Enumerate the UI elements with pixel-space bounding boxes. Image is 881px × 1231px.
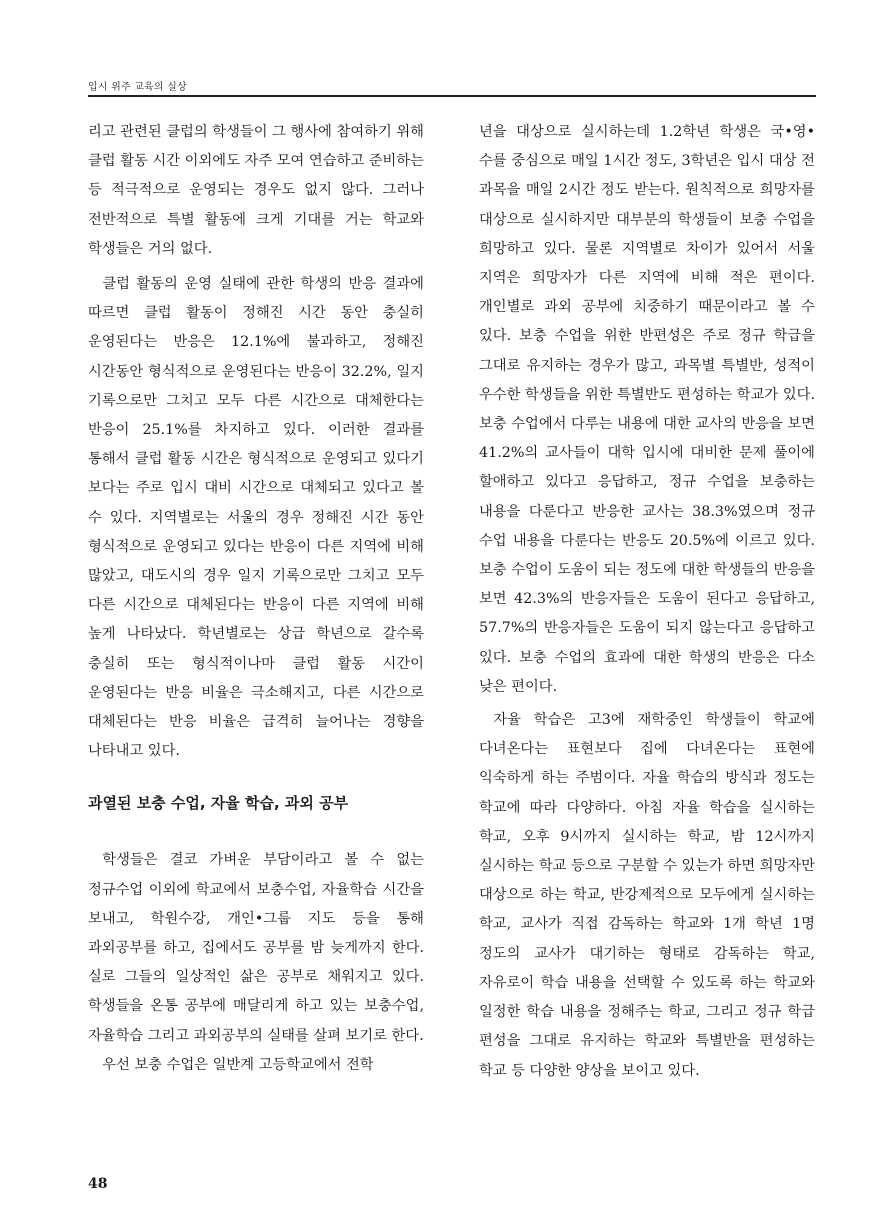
paragraph: 자율 학습은 고3에 재학중인 학생들이 학교에 다녀온다는 표현보다 집에 다녀온다는 표현에 익숙하게 하는 주범이다. 자율 학습의 방식과 정도는 학교에 따라 다양하다. 아침 자율 학습을 실시하는 학교, 오후 9시까지 실시하는 학교, 밤 12시까지 실시하는 학교 등으로 구분할 수 있는가 하면 희망자만 대상으로 하는 학교, 반강제적으로 모두에게 실시하는 학교, 교사가 직접 감독하는 학교와 1개 학년 1명 정도의 교사가 대기하는 형태로 감독하는 학교, 자유로이 학습 내용을 선택할 수 있도록 하는 학교와 일정한 학습 내용을 정해주는 학교, 그리고 정규 학급 편성을 그대로 유지하는 학교와 특별반을 편성하는 학교 등 다양한 양상을 보이고 있다. bbox=[479, 712, 815, 1079]
right-column bbox=[479, 118, 815, 1086]
running-header: 입시 위주 교육의 실상 bbox=[88, 82, 187, 93]
paragraph: 년을 대상으로 실시하는데 1.2학년 학생은 국•영•수를 중심으로 매일 1시간 정도, 3학년은 입시 대상 전 과목을 매일 2시간 정도 받는다. 원칙적으로 희망자를 대상으로 실시하지만 대부분의 학생들이 보충 수업을 희망하고 있다. 물론 지역별로 차이가 있어서 서울 지역은 희망자가 다른 지역에 비해 적은 편이다. 개인별로 과외 공부에 치중하기 때문이라고 볼 수 있다. 보충 수업을 위한 반편성은 주로 정규 학급을 그대로 유지하는 경우가 많고, 과목별 특별반, 성적이 우수한 학생들을 위한 특별반도 편성하는 학교가 있다. 보충 수업에서 다루는 내용에 대한 교사의 반응을 보면 41.2%의 교사들이 대학 입시에 대비한 문제 풀이에 할애하고 있다고 응답하고, 정규 수업을 보충하는 내용을 다룬다고 반응한 교사는 38.3%였으며 정규 수업 내용을 다룬다는 반응도 20.5%에 이르고 있다. 보충 수업이 도움이 되는 정도에 대한 학생들의 반응을 보면 42.3%의 반응자들은 도움이 된다고 응답하고, 57.7%의 반응자들은 도움이 되지 않는다고 응답하고 있다. 보충 수업의 효과에 대한 학생의 반응은 다소 낮은 편이다. bbox=[479, 124, 815, 695]
left-column bbox=[88, 118, 424, 1080]
paragraph: 리고 관련된 클럽의 학생들이 그 행사에 참여하기 위해 클럽 활동 시간 이외에도 자주 모여 연습하고 준비하는 등 적극적으로 운영되는 경우도 없지 않다. 그러나 전반적으로 특별 활동에 크게 기대를 거는 학교와 학생들은 거의 없다. bbox=[88, 124, 424, 257]
paragraph: 우선 보충 수업은 일반계 고등학교에서 전학 bbox=[102, 1056, 374, 1073]
page-number: 48 bbox=[88, 1176, 108, 1192]
section-heading: 과열된 보충 수업, 자율 학습, 과외 공부 bbox=[88, 794, 349, 813]
header-rule bbox=[88, 95, 816, 97]
paragraph: 클럽 활동의 운영 실태에 관한 학생의 반응 결과에 따르면 클럽 활동이 정해진 시간 동안 충실히 운영된다는 반응은 12.1%에 불과하고, 정해진 시간동안 형식적으로 운영된다는 반응이 32.2%, 일지 기록으로만 그치고 모두 다른 시간으로 대체한다는 반응이 25.1%를 차지하고 있다. 이러한 결과를 통해서 클럽 활동 시간은 형식적으로 운영되고 있다기 보다는 주로 입시 대비 시간으로 대체되고 있다고 볼 수 있다. 지역별로는 서울의 경우 정해진 시간 동안 형식적으로 운영되고 있다는 반응이 다른 지역에 비해 많았고, 대도시의 경우 일지 기록으로만 그치고 모두 다른 시간으로 대체된다는 반응이 다른 지역에 비해 높게 나타났다. 학년별로는 상급 학년으로 갈수록 충실히 또는 형식적이나마 클럽 활동 시간이 운영된다는 반응 비율은 극소해지고, 다른 시간으로 대체된다는 반응 비율은 급격히 늘어나는 경향을 나타내고 있다. bbox=[88, 276, 424, 760]
paragraph: 학생들은 결코 가벼운 부담이라고 볼 수 없는 정규수업 이외에 학교에서 보충수업, 자율학습 시간을 보내고, 학원수강, 개인•그룹 지도 등을 통해 과외공부를 하고, 집에서도 공부를 밤 늦게까지 한다. 실로 그들의 일상적인 삶은 공부로 채워지고 있다. 학생들을 온통 공부에 매달리게 하고 있는 보충수업, 자율학습 그리고 과외공부의 실태를 살펴 보기로 한다. bbox=[88, 852, 424, 1044]
